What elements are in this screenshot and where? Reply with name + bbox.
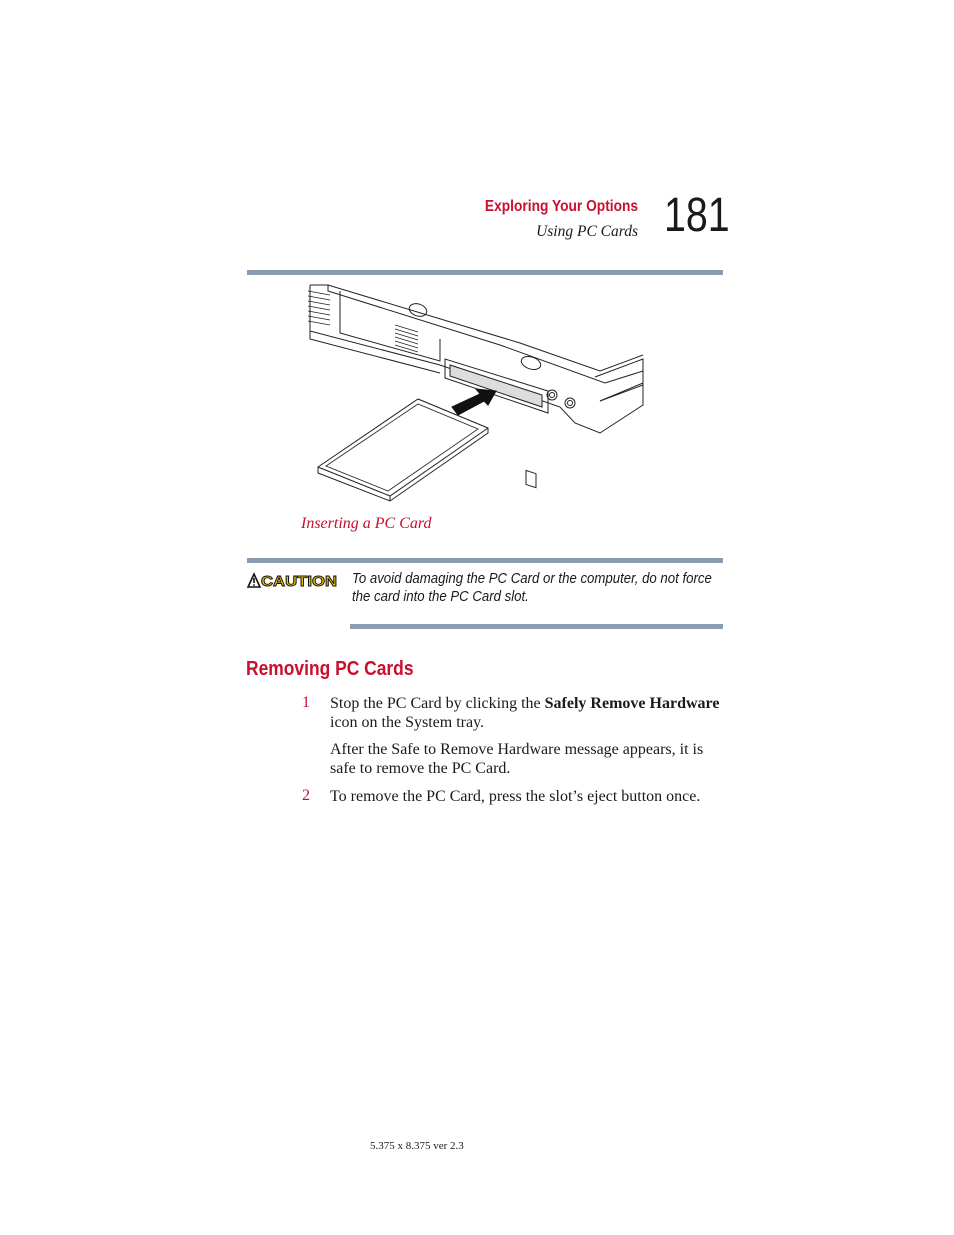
caution-badge bbox=[247, 571, 339, 589]
footer-version: 5.375 x 8.375 ver 2.3 bbox=[370, 1140, 464, 1152]
step-text bbox=[330, 694, 725, 732]
step-text-before: Stop the PC Card by clicking the bbox=[330, 695, 545, 712]
step-number: 1 bbox=[302, 694, 310, 711]
chapter-title: Exploring Your Options bbox=[484, 198, 638, 215]
caution-text: To avoid damaging the PC Card or the computer, do not force the card into the PC Card slot. bbox=[352, 570, 712, 605]
step-text: To remove the PC Card, press the slot’s eject button once. bbox=[330, 788, 701, 805]
caution-top-rule bbox=[247, 558, 723, 563]
step-number: 2 bbox=[302, 787, 310, 804]
figure-caption: Inserting a PC Card bbox=[301, 515, 432, 532]
page-number: 181 bbox=[664, 189, 730, 242]
section-heading: Removing PC Cards bbox=[246, 657, 414, 680]
top-rule bbox=[247, 270, 723, 275]
safely-remove-hardware-label: Safely Remove Hardware bbox=[544, 695, 720, 712]
pc-card-insertion-illustration bbox=[300, 283, 645, 508]
warning-triangle-icon bbox=[248, 574, 260, 587]
step-note: After the Safe to Remove Hardware message appears, it is safe to remove the PC Card. bbox=[330, 741, 704, 777]
caution-bottom-rule bbox=[350, 624, 723, 629]
section-title: Using PC Cards bbox=[536, 223, 638, 240]
step-text-after: icon on the System tray. bbox=[330, 714, 485, 731]
caution-label: CAUTION bbox=[261, 574, 337, 589]
